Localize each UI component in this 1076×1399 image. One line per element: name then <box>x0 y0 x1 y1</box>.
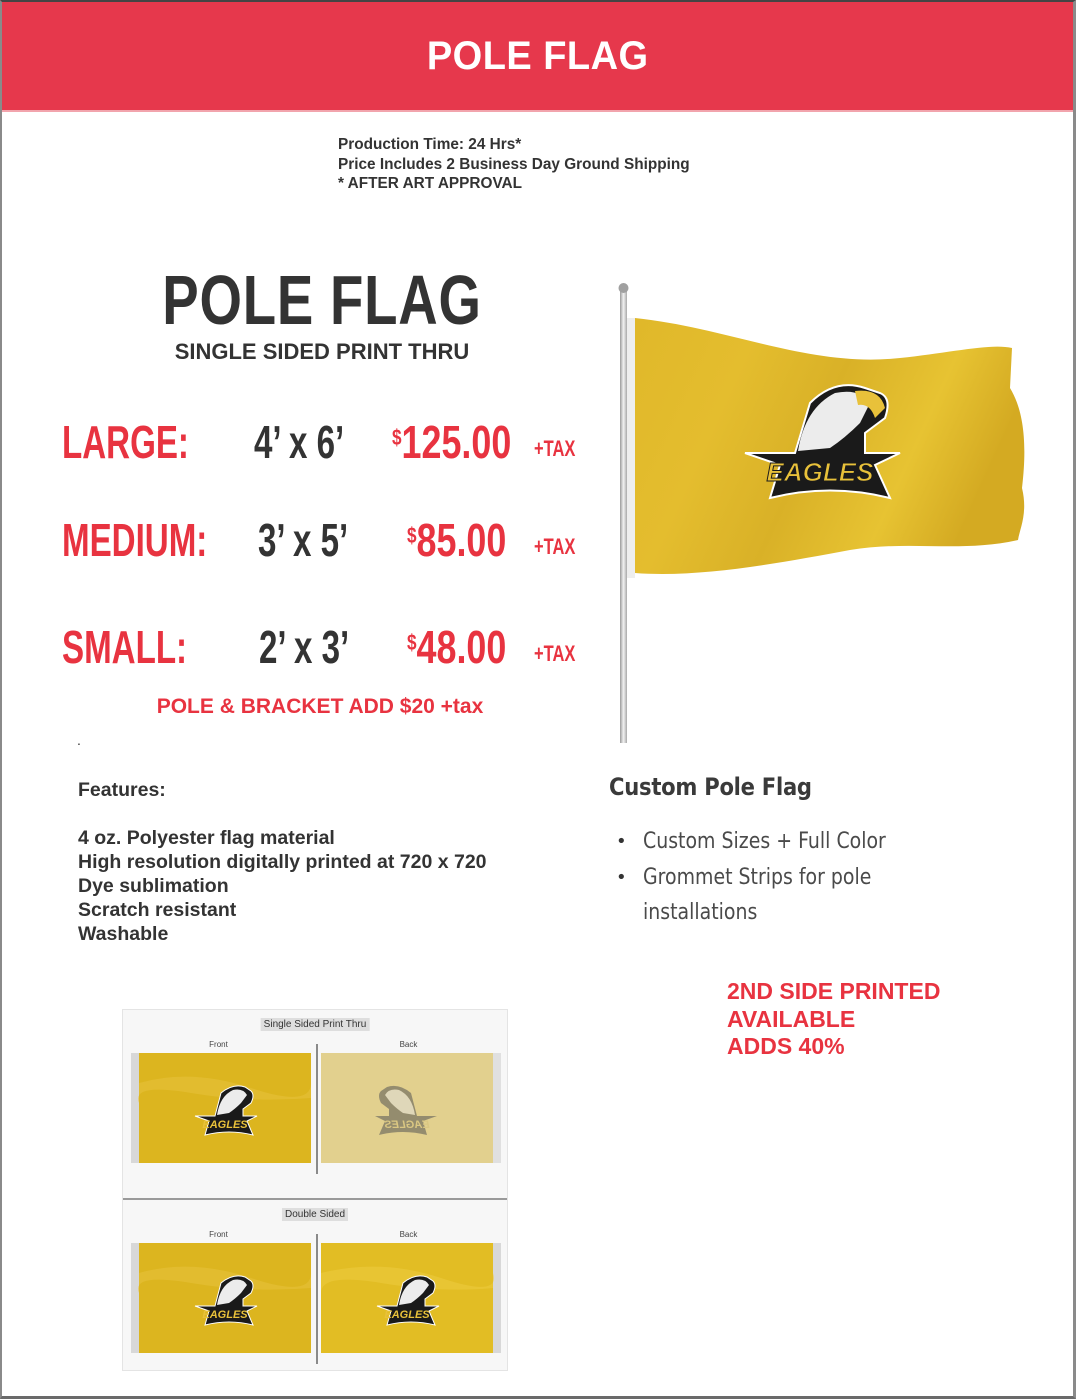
art-approval-note: * AFTER ART APPROVAL <box>338 175 523 192</box>
price-value: 125.00 <box>401 416 512 468</box>
price <box>392 414 511 470</box>
custom-features-list <box>616 824 936 931</box>
pole-finial <box>619 283 629 293</box>
feature-item: 4 oz. Polyester flag material <box>78 827 335 849</box>
second-side-line: ADDS 40% <box>727 1033 845 1059</box>
eagles-logo-text: EAGLES <box>766 457 874 487</box>
bullet-icon: • <box>616 866 627 888</box>
back-flag-image-faded <box>321 1053 501 1163</box>
product-subtitle: SINGLE SIDED PRINT THRU <box>174 339 470 364</box>
currency-symbol: $ <box>407 523 417 548</box>
dimensions: 2’ x 3’ <box>259 621 350 673</box>
flag-sleeve <box>627 318 635 578</box>
flag-pole <box>620 288 627 743</box>
features-list <box>78 778 487 946</box>
price-value: 85.00 <box>416 514 507 566</box>
custom-pole-flag-heading: Custom Pole Flag <box>609 773 812 801</box>
price-row-large <box>62 414 592 474</box>
product-title: POLE FLAG <box>162 261 482 339</box>
header-banner <box>2 2 1073 112</box>
custom-feature-text: Grommet Strips for pole installations <box>643 864 872 925</box>
second-side-note <box>727 978 940 1061</box>
features-heading: Features: <box>78 779 166 801</box>
custom-feature-item <box>616 860 936 931</box>
eagles-logo-text: EAGLES <box>384 1119 430 1131</box>
price <box>407 512 506 568</box>
production-info <box>338 135 704 194</box>
print-comparison-image <box>122 1009 508 1371</box>
feature-item: Washable <box>78 923 169 945</box>
front-flag-image <box>131 1243 311 1353</box>
back-label: Back <box>399 1230 418 1239</box>
size-label: LARGE: <box>62 416 189 468</box>
stray-dot: . <box>77 732 81 748</box>
price-row-small <box>62 619 592 679</box>
banner-title: POLE FLAG <box>426 33 649 78</box>
divider <box>316 1044 318 1174</box>
tax-label: +TAX <box>534 641 576 666</box>
front-label: Front <box>209 1040 228 1049</box>
feature-item: Scratch resistant <box>78 899 237 921</box>
price-row-medium <box>62 512 592 572</box>
tax-label: +TAX <box>534 534 576 559</box>
pole-flag-image <box>610 278 1030 748</box>
price <box>407 619 506 675</box>
price-value: 48.00 <box>416 621 507 673</box>
back-label: Back <box>399 1040 418 1049</box>
divider <box>316 1234 318 1364</box>
size-label: MEDIUM: <box>62 514 208 566</box>
feature-item: Dye sublimation <box>78 875 229 897</box>
eagles-logo-text: EAGLES <box>384 1309 430 1321</box>
back-flag-image <box>321 1243 501 1353</box>
section-title: Double Sided <box>282 1208 348 1221</box>
custom-feature-text: Custom Sizes + Full Color <box>643 829 886 854</box>
pole-bracket-addon: POLE & BRACKET ADD $20 +tax <box>156 695 484 718</box>
production-time: Production Time: 24 Hrs* <box>338 136 522 153</box>
front-flag-image <box>131 1053 311 1163</box>
second-side-line: 2ND SIDE PRINTED <box>727 978 941 1004</box>
tax-label: +TAX <box>534 436 576 461</box>
currency-symbol: $ <box>407 630 417 655</box>
eagles-logo-text: EAGLES <box>202 1119 248 1131</box>
section-title: Single Sided Print Thru <box>261 1018 370 1031</box>
dimensions: 3’ x 5’ <box>258 514 349 566</box>
second-side-line: AVAILABLE <box>727 1005 856 1032</box>
eagles-logo-text: EAGLES <box>202 1309 248 1321</box>
shipping-info: Price Includes 2 Business Day Ground Shipping <box>338 155 690 173</box>
front-label: Front <box>209 1230 228 1239</box>
double-sided-section <box>123 1198 507 1386</box>
single-sided-section <box>123 1010 507 1198</box>
bullet-icon: • <box>616 831 627 852</box>
dimensions: 4’ x 6’ <box>254 416 345 468</box>
custom-feature-item <box>616 824 936 860</box>
feature-item: High resolution digitally printed at 720 x 720 <box>78 851 487 873</box>
currency-symbol: $ <box>392 425 402 450</box>
size-label: SMALL: <box>62 621 188 673</box>
